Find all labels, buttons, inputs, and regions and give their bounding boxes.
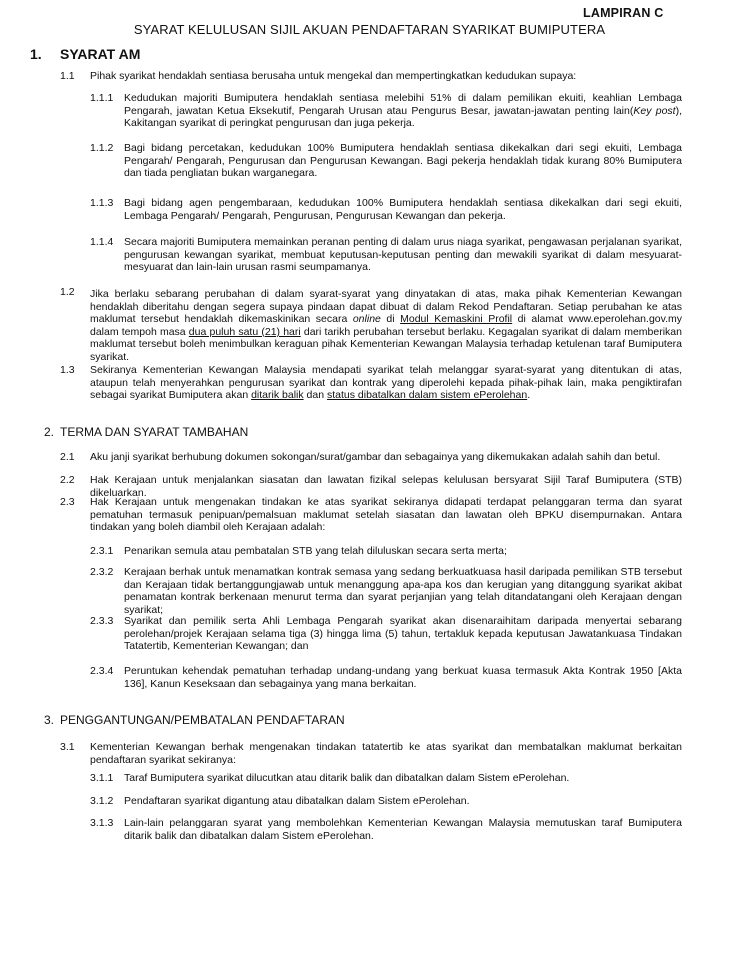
section-1-number: 1. [30,46,42,62]
item-1-1-1-number: 1.1.1 [90,92,114,104]
item-2-1-text: Aku janji syarikat berhubung dokumen sokongan/surat/gambar dan sebagainya yang dikemukakan adalah sahih dan betul. [90,451,661,463]
item-2-3-2-text: Kerajaan berhak untuk menamatkan kontrak semasa yang sedang berkuatkuasa hasil daripada pemilikan STB tersebut dan Kerajaan tidak bertanggungjawab untuk menanggung apa-apa kos dan kerugian yang ditanggung syarikat akibat penamatan kontrak berkenaan menurut terma dan syarat perjanjian yang telah ditandatangani oleh Kerajaan dengan syarikat; [124,566,682,616]
document-title: SYARAT KELULUSAN SIJIL AKUAN PENDAFTARAN SYARIKAT BUMIPUTERA [133,22,606,37]
item-3-1-1-number: 3.1.1 [90,772,114,784]
item-1-1-4-number: 1.1.4 [90,236,114,248]
item-1-1-1-text: Kedudukan majoriti Bumiputera hendaklah sentiasa melebihi 51% di dalam pemilikan ekuiti, keahlian Lembaga Pengarah, jawatan Ketua Eksekutif, Pengarah Urusan atau Pengurus Besar, jawatan-jawatan penting lain(Key post), Kakitangan syarikat di peringkat pengurusan dan juga pekerja. [124,92,682,130]
item-2-1-number: 2.1 [60,451,75,463]
item-2-2-text: Hak Kerajaan untuk menjalankan siasatan dan lawatan fizikal selepas kelulusan bersyarat Sijil Taraf Bumiputera (STB) dikeluarkan. [90,474,682,499]
item-3-1-1-text: Taraf Bumiputera syarikat dilucutkan atau ditarik balik dan dibatalkan dalam Sistem ePerolehan. [124,772,570,784]
item-1-3-text: Sekiranya Kementerian Kewangan Malaysia mendapati syarikat telah melanggar syarat-syarat yang ditentukan di atas, ataupun telah menyerahkan pengurusan syarikat dan kontrak yang diperolehi kepada pihak-pihak lain, maka pengiktirafan sebagai syarikat Bumiputera akan ditarik balik dan status dibatalkan dalam sistem ePerolehan. [90,364,682,402]
item-2-3-2-number: 2.3.2 [90,566,114,578]
item-3-1-3-text: Lain-lain pelanggaran syarat yang membolehkan Kementerian Kewangan Malaysia memutuskan taraf Bumiputera ditarik balik dan dibatalkan dalam Sistem ePerolehan. [124,817,682,842]
item-2-3-text: Hak Kerajaan untuk mengenakan tindakan ke atas syarikat sekiranya didapati terdapat pelanggaran terma dan syarat pematuhan termasuk penipuan/pemalsuan maklumat setelah siasatan dan lawatan oleh BPKU disempurnakan. Antara tindakan yang boleh diambil oleh Kerajaan adalah: [90,496,682,534]
item-1-1-text: Pihak syarikat hendaklah sentiasa berusaha untuk mengekal dan mempertingkatkan kedudukan supaya: [90,70,577,82]
item-2-3-number: 2.3 [60,496,75,508]
item-3-1-2-number: 3.1.2 [90,795,114,807]
section-2-title: TERMA DAN SYARAT TAMBAHAN [60,425,249,439]
lampiran-label: LAMPIRAN C [583,6,664,20]
item-1-1-2-number: 1.1.2 [90,142,114,154]
section-2-number: 2. [44,425,55,439]
item-1-2-text: Jika berlaku sebarang perubahan di dalam syarat-syarat yang dinyatakan di atas, maka pihak Kementerian Kewangan hendaklah diberitahu dengan segera supaya pindaan dapat dibuat di dalam Rekod Pendaftaran. Setiap perubahan ke atas maklumat tersebut hendaklah dikemaskinikan secara online di Modul Kemaskini Profil di alamat www.eperolehan.gov.my dalam tempoh masa dua puluh satu (21) hari dari tarikh perubahan tersebut berlaku. Kegagalan syarikat di dalam memberikan maklumat tersebut boleh menimbulkan keraguan pihak Kementerian Kewangan Malaysia terhadap ketulenan taraf Bumiputera syarikat. [90,288,683,363]
item-3-1-text: Kementerian Kewangan berhak mengenakan tindakan tatatertib ke atas syarikat dan membatalkan maklumat berkaitan pendaftaran syarikat sekiranya: [90,741,682,766]
item-2-3-3-text: Syarikat dan pemilik serta Ahli Lembaga Pengarah syarikat akan disenaraihitam daripada menyertai sebarang perolehan/projek Kerajaan selama tiga (3) hingga lima (5) tahun, tertakluk kepada keputusan Jawatankuasa Tindakan Tatatertib, Kementerian Kewangan; dan [124,615,682,653]
item-2-2-number: 2.2 [60,474,75,486]
item-3-1-number: 3.1 [60,741,75,753]
item-1-1-3-text: Bagi bidang agen pengembaraan, kedudukan 100% Bumiputera hendaklah sentiasa dikekalkan dari segi ekuiti, Lembaga Pengarah/ Pengarah, Pengurusan, Pengurusan Kewangan dan pekerja. [124,197,682,222]
item-1-2-number: 1.2 [60,286,75,298]
item-2-3-1-number: 2.3.1 [90,545,114,557]
section-1-title: SYARAT AM [60,46,141,62]
item-1-1-4-text: Secara majoriti Bumiputera memainkan peranan penting di dalam urus niaga syarikat, pengawasan perjalanan syarikat, pengurusan kewangan syarikat, membuat keputusan-keputusan penting dan mewakili syarikat di dalam mesyuarat-mesyuarat dan lain-lain urusan rasmi seumpamanya. [124,236,682,274]
item-2-3-4-number: 2.3.4 [90,665,114,677]
item-2-3-1-text: Penarikan semula atau pembatalan STB yang telah diluluskan secara serta merta; [124,545,507,557]
item-3-1-3-number: 3.1.3 [90,817,114,829]
section-3-title: PENGGANTUNGAN/PEMBATALAN PENDAFTARAN [60,713,345,727]
item-2-3-4-text: Peruntukan kehendak pematuhan terhadap undang-undang yang berkuat kuasa termasuk Akta Kontrak 1950 [Akta 136], Kanun Keseksaan dan sebagainya yang mana berkaitan. [124,665,682,690]
item-2-3-3-number: 2.3.3 [90,615,114,627]
item-1-1-2-text: Bagi bidang percetakan, kedudukan 100% Bumiputera hendaklah sentiasa dikekalkan dari segi ekuiti, Lembaga Pengarah/ Pengarah, Pengurusan dan Pengurusan Kewangan. Bagi pekerja hendaklah tidak kurang 80% Bumiputera dan tiada pengliatan bukan warganegara. [124,142,682,180]
item-1-1-3-number: 1.1.3 [90,197,114,209]
item-1-3-number: 1.3 [60,364,75,376]
section-3-number: 3. [44,713,55,727]
item-1-1-number: 1.1 [60,70,75,82]
item-3-1-2-text: Pendaftaran syarikat digantung atau dibatalkan dalam Sistem ePerolehan. [124,795,470,807]
